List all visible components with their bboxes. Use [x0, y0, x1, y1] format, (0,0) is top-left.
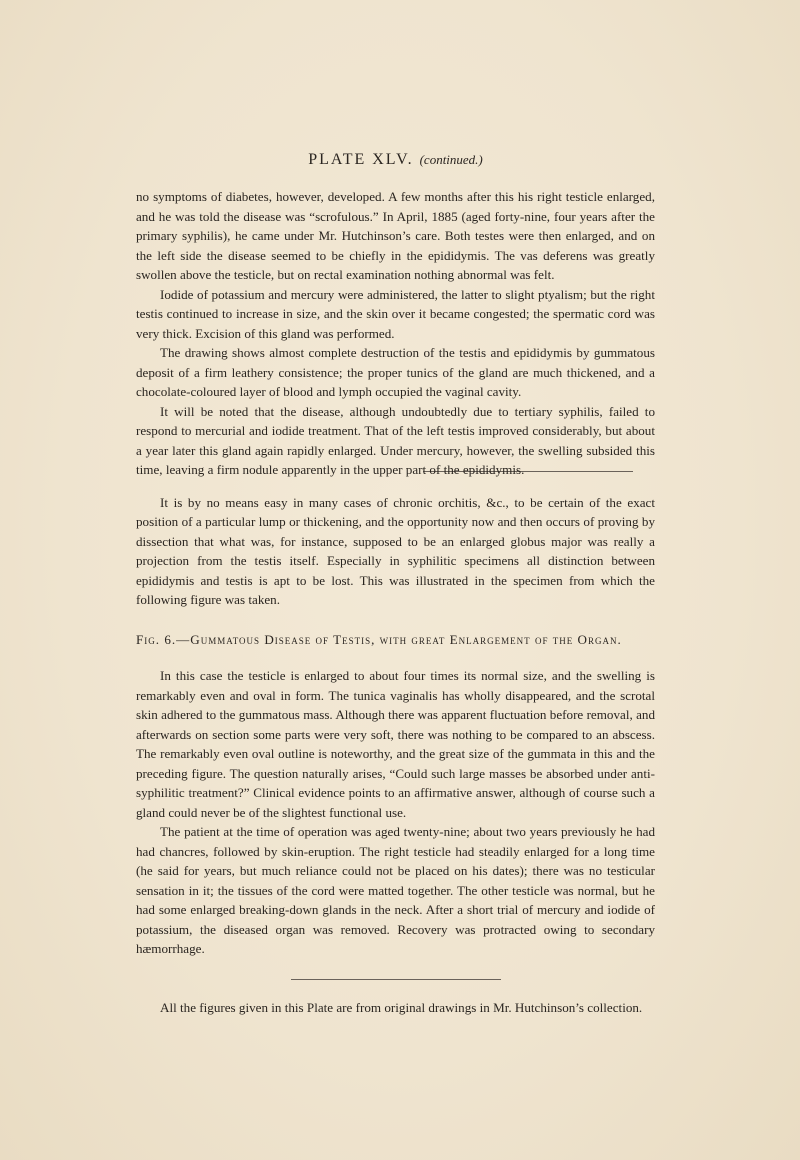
paragraph: no symptoms of diabetes, however, developed. A few months after this his right testicle enlarged, and he was told the disease was “scrofulous.” In April, 1885 (aged forty-nine, four years after the primary syphilis), he came under Mr. Hutchinson’s care. Both testes were then enlarged, and on the left side the disease seemed to be chiefly in the epididymis. The vas deferens was greatly swollen above the testicle, but on rectal examination nothing abnormal was felt.: [136, 189, 655, 282]
paragraph: It will be noted that the disease, although undoubtedly due to tertiary syphilis, failed to respond to mercurial and iodide treatment. That of the left testis improved considerably, but about a year later this gland again rapidly enlarged. Under mercury, however, the swelling subsided this time, leaving a firm nodule apparently in the upper part of the epididymis.: [136, 403, 655, 477]
paragraph: The patient at the time of operation was aged twenty-nine; about two years previously he had had chancres, followed by skin-eruption. The right testicle had steadily enlarged for a long time (he said for years, but much reliance could not be placed on his dates); there was no testicular sensation in it; the tissues of the cord were matted together. The other testicle was normal, but he had some enlarged breaking-down glands in the neck. After a short trial of mercury and iodide of potassium, the diseased organ was removed. Recovery was protracted owing to secondary hæmorrhage.: [136, 824, 655, 956]
plate-title: PLATE XLV.: [308, 151, 414, 168]
continued-label: (continued.): [419, 152, 483, 167]
figure-caption: —Gummatous Disease of Testis, with great Enlargement of the Organ.: [176, 631, 622, 647]
figure-heading: [136, 630, 655, 650]
paragraph: In this case the testicle is enlarged to about four times its normal size, and the swelling is remarkably even and oval in form. The tunica vaginalis has wholly disappeared, and the scrotal skin adhered to the gummatous mass. Although there was apparent fluctuation before removal, and afterwards on section some parts were very soft, there was nothing to be compared to an abscess. The remarkably even oval outline is noteworthy, and the great size of the gummata in this and the preceding figure. The question naturally arises, “Could such large masses be absorbed under anti-syphilitic treatment?” Clinical evidence points to an affirmative answer, although of course such a gland could never be of the slightest functional use.: [136, 668, 655, 820]
section-divider: [291, 979, 501, 980]
paragraph: It is by no means easy in many cases of chronic orchitis, &c., to be certain of the exact position of a particular lump or thickening, and the opportunity now and then occurs of proving by dissection that what was, for instance, supposed to be an enlarged globus major was really a projection from the testis itself. Especially in syphilitic specimens all distinction between epididymis and testis is apt to be lost. This was illustrated in the specimen from which the following figure was taken.: [136, 494, 655, 607]
paragraph: The drawing shows almost complete destruction of the testis and epididymis by gummatous deposit of a firm leathery consistence; the proper tunics of the gland are much thickened, and a chocolate-coloured layer of blood and lymph occupied the vaginal cavity.: [136, 345, 655, 399]
figure-label: Fig. 6.: [136, 631, 177, 647]
running-head: [136, 150, 655, 170]
closing-note: All the figures given in this Plate are from original drawings in Mr. Hutchinson’s collection.: [160, 999, 643, 1015]
paragraph: Iodide of potassium and mercury were administered, the latter to slight ptyalism; but the right testis continued to increase in size, and the skin over it became congested; the spermatic cord was very thick. Excision of this gland was performed.: [136, 286, 655, 341]
page-content: [136, 150, 655, 1017]
